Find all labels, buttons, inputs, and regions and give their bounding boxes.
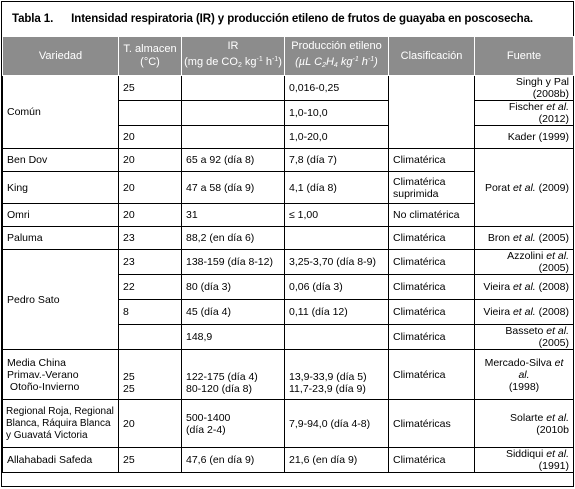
- caption-title: Intensidad respiratoria (IR) y producción etileno de frutos de guayaba en poscosecha.: [71, 13, 533, 25]
- cell-fuente: Vieira et al. (2008): [475, 300, 574, 325]
- cell-variedad: King: [3, 172, 119, 204]
- cell-fuente: Porat et al. (2009): [475, 149, 574, 227]
- cell-clasificacion: No climatérica: [389, 204, 475, 227]
- cell-temp: 23: [119, 227, 182, 250]
- cell-etileno: 0,06 (día 3): [285, 275, 389, 300]
- cell-fuente: Fischer et al. (2012): [475, 101, 574, 126]
- cell-fuente: Mercado-Silva et al. (1998): [475, 350, 574, 400]
- cell-fuente: Siddiqui et al. (1991): [475, 448, 574, 473]
- cell-ir: 88,2 (en día 6): [182, 227, 285, 250]
- cell-variedad: Omri: [3, 204, 119, 227]
- cell-etileno: 21,6 (en día 9): [285, 448, 389, 473]
- cell-variedad: Allahabadi Safeda: [3, 448, 119, 473]
- cell-ir: 45 (día 4): [182, 300, 285, 325]
- table-row: [3, 350, 574, 400]
- cell-etileno: 13,9-33,9 (día 5) 11,7-23,9 (día 9): [285, 350, 389, 400]
- cell-clasificacion: Climatérica: [389, 275, 475, 300]
- cell-etileno: [285, 325, 389, 350]
- cell-etileno: [285, 227, 389, 250]
- cell-clasificacion: Climatérica: [389, 250, 475, 275]
- cell-temp: [119, 101, 182, 126]
- cell-fuente: Singh y Pal (2008b): [475, 76, 574, 101]
- cell-clasificacion: Climatérica: [389, 149, 475, 172]
- table-row: [3, 149, 574, 172]
- header-ir: [182, 37, 285, 76]
- cell-temp: 20: [119, 400, 182, 448]
- cell-clasificacion: Climatérica: [389, 325, 475, 350]
- cell-temp: 20: [119, 126, 182, 149]
- data-table: [2, 36, 574, 473]
- cell-ir: 31: [182, 204, 285, 227]
- header-ir-unit: (mg de $CO_2$ $kg^{-1}$ $h^{-1}$): [184, 56, 282, 69]
- cell-fuente: Solarte et al. (2010b: [475, 400, 574, 448]
- cell-ir: 80 (día 3): [182, 275, 285, 300]
- cell-ir: 138-159 (día 8-12): [182, 250, 285, 275]
- header-clasificacion: Clasificación: [389, 37, 475, 76]
- header-variedad: Variedad: [3, 37, 119, 76]
- table-row: [3, 448, 574, 473]
- table-row: [3, 76, 574, 101]
- table-row: [3, 400, 574, 448]
- cell-ir: [182, 101, 285, 126]
- cell-ir: 47,6 (en día 9): [182, 448, 285, 473]
- cell-clasificacion: [389, 76, 475, 149]
- cell-ir: 500-1400 (día 2-4): [182, 400, 285, 448]
- cell-temp: 20: [119, 172, 182, 204]
- cell-ir: 47 a 58 (día 9): [182, 172, 285, 204]
- cell-clasificacion: Climatéricas: [389, 400, 475, 448]
- cell-etileno: 3,25-3,70 (día 8-9): [285, 250, 389, 275]
- header-row: [3, 37, 574, 76]
- cell-temp: 20: [119, 204, 182, 227]
- cell-ir: [182, 126, 285, 149]
- cell-etileno: 7,9-94,0 (día 4-8): [285, 400, 389, 448]
- cell-fuente: Kader (1999): [475, 126, 574, 149]
- cell-etileno: 0,11 (día 12): [285, 300, 389, 325]
- header-ir-line1: IR: [227, 40, 239, 52]
- cell-etileno: 0,016-0,25: [285, 76, 389, 101]
- cell-fuente: Basseto et al. (2005): [475, 325, 574, 350]
- cell-temp: 25: [119, 76, 182, 101]
- cell-ir: 65 a 92 (día 8): [182, 149, 285, 172]
- header-etileno-line1: Producción etileno: [291, 40, 382, 52]
- cell-temp: [119, 325, 182, 350]
- cell-etileno: ≤ 1,00: [285, 204, 389, 227]
- cell-fuente: Vieira et al. (2008): [475, 275, 574, 300]
- cell-ir: 122-175 (día 4) 80-120 (día 8): [182, 350, 285, 400]
- cell-clasificacion: Climatérica suprimida: [389, 172, 475, 204]
- cell-fuente: Bron et al. (2005): [475, 227, 574, 250]
- cell-temp: 8: [119, 300, 182, 325]
- cell-variedad: Paluma: [3, 227, 119, 250]
- cell-ir: 148,9: [182, 325, 285, 350]
- cell-temp: 25 25: [119, 350, 182, 400]
- cell-etileno: 1,0-10,0: [285, 101, 389, 126]
- cell-temp: 23: [119, 250, 182, 275]
- header-temp-line2: (°C): [140, 56, 160, 68]
- table-figure: [1, 1, 574, 487]
- cell-variedad: Media China Primav.-Verano Otoño-Invierno: [3, 350, 119, 400]
- cell-temp: 22: [119, 275, 182, 300]
- cell-variedad: Regional Roja, Regional Blanca, Ráquira Blanca y Guavatá Victoria: [3, 400, 119, 448]
- cell-variedad: Pedro Sato: [3, 250, 119, 350]
- cell-temp: 25: [119, 448, 182, 473]
- header-temperatura: [119, 37, 182, 76]
- table-row: [3, 227, 574, 250]
- cell-ir: [182, 76, 285, 101]
- cell-etileno: 1,0-20,0: [285, 126, 389, 149]
- header-etileno-unit: (µL $C_2H_4$ $kg^{-1}$ $h^{-1}$): [295, 56, 378, 69]
- cell-clasificacion: Climatérica: [389, 448, 475, 473]
- table-caption: [2, 2, 573, 36]
- cell-clasificacion: Climatérica: [389, 227, 475, 250]
- header-fuente: Fuente: [475, 37, 574, 76]
- cell-fuente: Azzolini et al. (2005): [475, 250, 574, 275]
- cell-variedad: Común: [3, 76, 119, 149]
- header-temp-line1: T. almacen: [123, 43, 177, 55]
- cell-variedad: Ben Dov: [3, 149, 119, 172]
- cell-temp: 20: [119, 149, 182, 172]
- cell-etileno: 4,1 (día 8): [285, 172, 389, 204]
- header-etileno: [285, 37, 389, 76]
- cell-etileno: 7,8 (día 7): [285, 149, 389, 172]
- caption-number: Tabla 1.: [12, 13, 54, 25]
- cell-clasificacion: Climatérica: [389, 300, 475, 325]
- cell-clasificacion: Climatérica: [389, 350, 475, 400]
- table-row: [3, 250, 574, 275]
